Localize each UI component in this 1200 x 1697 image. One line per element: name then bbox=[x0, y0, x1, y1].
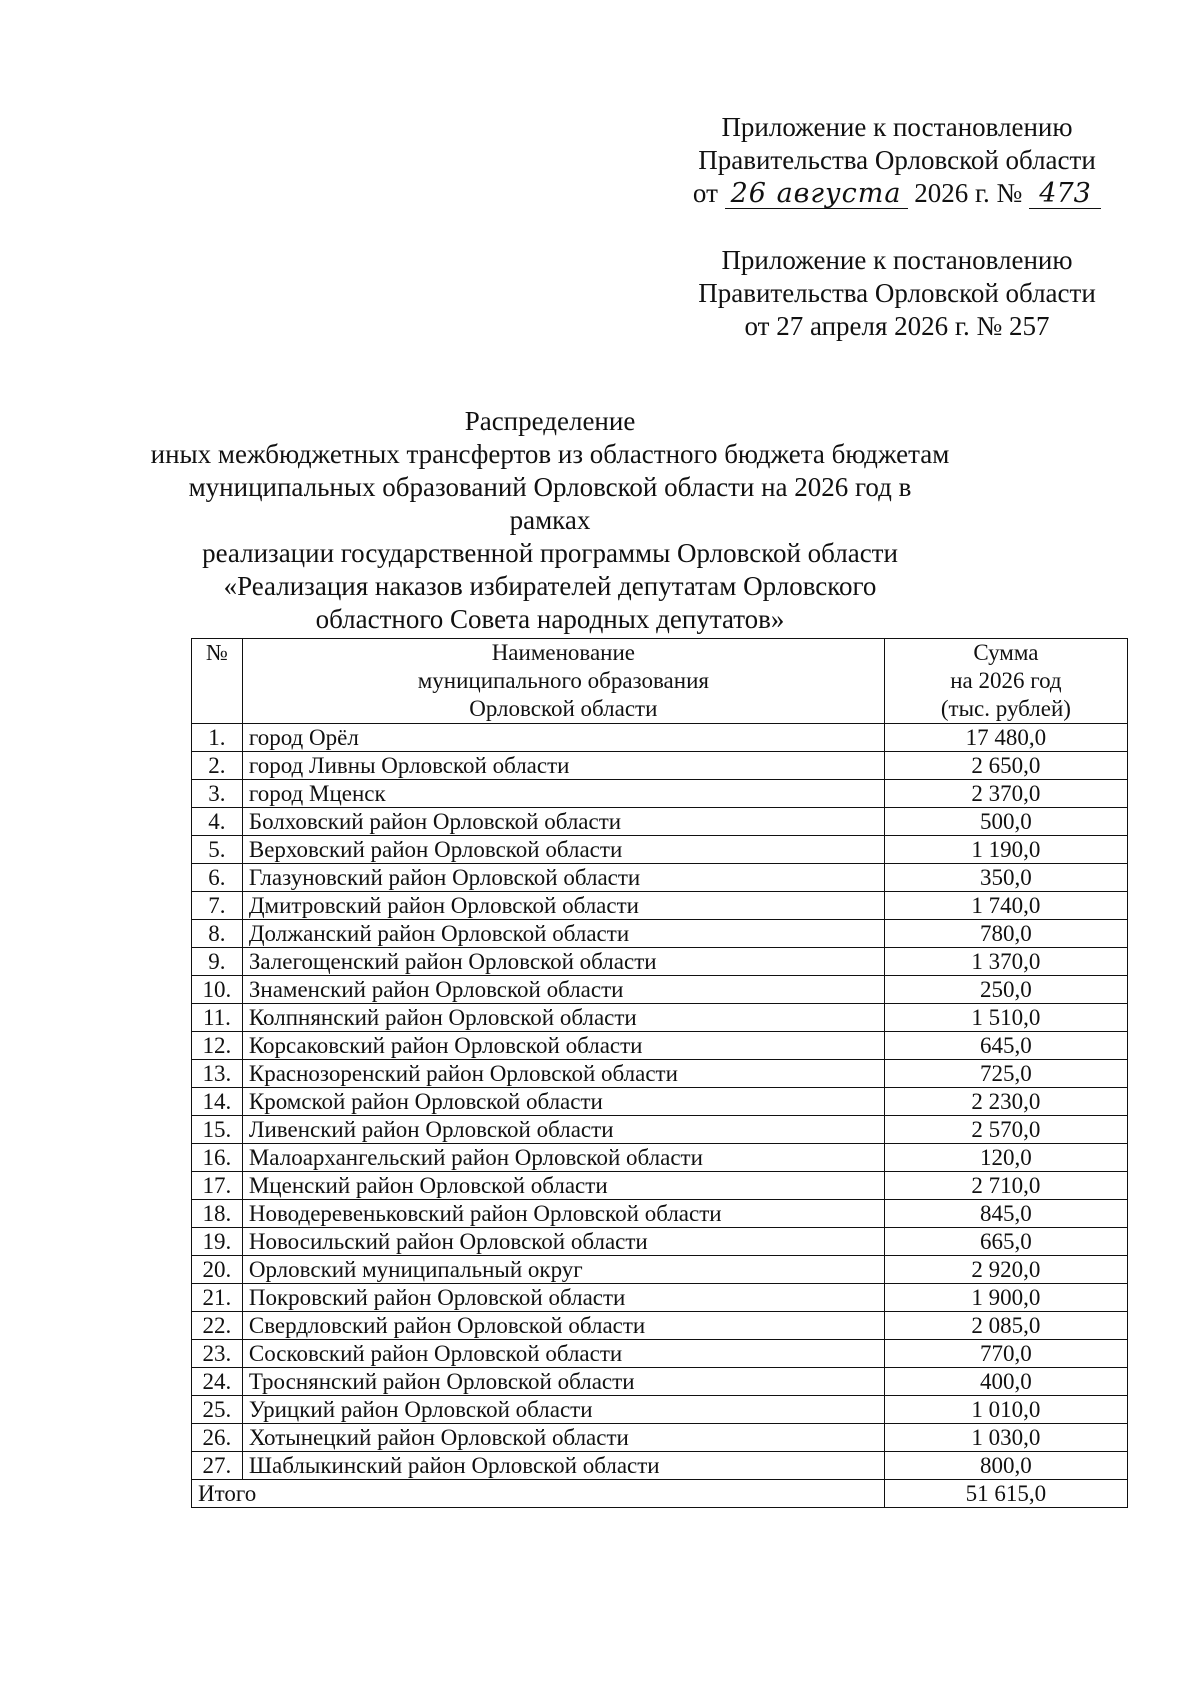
row-sum: 2 570,0 bbox=[884, 1116, 1127, 1144]
row-sum: 400,0 bbox=[884, 1368, 1127, 1396]
row-sum: 500,0 bbox=[884, 808, 1127, 836]
appendix-new-date-line bbox=[687, 177, 1107, 210]
row-name: Орловский муниципальный округ bbox=[242, 1256, 884, 1284]
row-name: Верховский район Орловской области bbox=[242, 836, 884, 864]
row-sum: 725,0 bbox=[884, 1060, 1127, 1088]
appendix-new-line2: Правительства Орловской области bbox=[698, 145, 1096, 175]
table-row bbox=[192, 1340, 1128, 1368]
row-sum: 1 900,0 bbox=[884, 1284, 1127, 1312]
row-num: 8. bbox=[192, 920, 243, 948]
table-header-row bbox=[192, 639, 1128, 724]
row-sum: 845,0 bbox=[884, 1200, 1127, 1228]
table-row bbox=[192, 892, 1128, 920]
total-label: Итого bbox=[192, 1480, 885, 1508]
title-line4: реализации государственной программы Орловской области bbox=[202, 538, 898, 568]
title-line5: «Реализация наказов избирателей депутатам Орловского bbox=[223, 571, 877, 601]
row-num: 6. bbox=[192, 864, 243, 892]
header-sum-line2: на 2026 год bbox=[950, 668, 1062, 693]
table-row bbox=[192, 1172, 1128, 1200]
row-num: 24. bbox=[192, 1368, 243, 1396]
row-num: 2. bbox=[192, 752, 243, 780]
table-row bbox=[192, 1396, 1128, 1424]
table-row bbox=[192, 1228, 1128, 1256]
table-total-row bbox=[192, 1480, 1128, 1508]
table-row bbox=[192, 948, 1128, 976]
row-num: 13. bbox=[192, 1060, 243, 1088]
table-row bbox=[192, 864, 1128, 892]
row-num: 3. bbox=[192, 780, 243, 808]
header-name-line3: Орловской области bbox=[469, 696, 658, 721]
handwritten-date: 26 августа bbox=[725, 180, 908, 209]
table-row bbox=[192, 752, 1128, 780]
row-num: 4. bbox=[192, 808, 243, 836]
row-sum: 2 920,0 bbox=[884, 1256, 1127, 1284]
row-sum: 1 190,0 bbox=[884, 836, 1127, 864]
row-sum: 350,0 bbox=[884, 864, 1127, 892]
row-num: 16. bbox=[192, 1144, 243, 1172]
row-sum: 1 740,0 bbox=[884, 892, 1127, 920]
row-name: Сосковский район Орловской области bbox=[242, 1340, 884, 1368]
appendix-header-new bbox=[687, 111, 1107, 210]
row-name: Покровский район Орловской области bbox=[242, 1284, 884, 1312]
row-num: 11. bbox=[192, 1004, 243, 1032]
header-num-label: № bbox=[205, 640, 228, 665]
table-row bbox=[192, 1032, 1128, 1060]
row-sum: 2 650,0 bbox=[884, 752, 1127, 780]
document-title bbox=[150, 405, 950, 636]
header-name-line2: муниципального образования bbox=[417, 668, 709, 693]
row-name: Новодеревеньковский район Орловской области bbox=[242, 1200, 884, 1228]
row-sum: 665,0 bbox=[884, 1228, 1127, 1256]
row-name: Корсаковский район Орловской области bbox=[242, 1032, 884, 1060]
table-row bbox=[192, 1116, 1128, 1144]
row-name: город Мценск bbox=[242, 780, 884, 808]
row-name: Знаменский район Орловской области bbox=[242, 976, 884, 1004]
table-row bbox=[192, 1452, 1128, 1480]
row-num: 15. bbox=[192, 1116, 243, 1144]
appendix-new-prefix: от bbox=[692, 178, 718, 208]
row-sum: 120,0 bbox=[884, 1144, 1127, 1172]
row-name: Хотынецкий район Орловской области bbox=[242, 1424, 884, 1452]
table-row bbox=[192, 1312, 1128, 1340]
appendix-old-line2: Правительства Орловской области bbox=[698, 278, 1096, 308]
row-num: 17. bbox=[192, 1172, 243, 1200]
row-num: 18. bbox=[192, 1200, 243, 1228]
row-sum: 250,0 bbox=[884, 976, 1127, 1004]
header-sum bbox=[884, 639, 1127, 724]
row-sum: 770,0 bbox=[884, 1340, 1127, 1368]
row-num: 22. bbox=[192, 1312, 243, 1340]
title-line2: иных межбюджетных трансфертов из областного бюджета бюджетам bbox=[150, 439, 950, 469]
row-num: 21. bbox=[192, 1284, 243, 1312]
header-sum-line1: Сумма bbox=[973, 640, 1039, 665]
row-num: 25. bbox=[192, 1396, 243, 1424]
row-num: 5. bbox=[192, 836, 243, 864]
row-name: Новосильский район Орловской области bbox=[242, 1228, 884, 1256]
table-row bbox=[192, 836, 1128, 864]
table-row bbox=[192, 780, 1128, 808]
table-body bbox=[192, 724, 1128, 1508]
row-num: 26. bbox=[192, 1424, 243, 1452]
handwritten-number: 473 bbox=[1029, 180, 1101, 209]
header-name bbox=[242, 639, 884, 724]
row-name: Урицкий район Орловской области bbox=[242, 1396, 884, 1424]
row-num: 19. bbox=[192, 1228, 243, 1256]
row-name: Шаблыкинский район Орловской области bbox=[242, 1452, 884, 1480]
table-row bbox=[192, 1284, 1128, 1312]
row-num: 7. bbox=[192, 892, 243, 920]
row-name: город Ливны Орловской области bbox=[242, 752, 884, 780]
row-num: 1. bbox=[192, 724, 243, 752]
row-sum: 2 085,0 bbox=[884, 1312, 1127, 1340]
table-row bbox=[192, 1060, 1128, 1088]
row-name: Глазуновский район Орловской области bbox=[242, 864, 884, 892]
table-row bbox=[192, 1200, 1128, 1228]
row-name: город Орёл bbox=[242, 724, 884, 752]
row-name: Малоархангельский район Орловской области bbox=[242, 1144, 884, 1172]
appendix-new-year: 2026 г. № bbox=[914, 178, 1023, 208]
row-name: Залегощенский район Орловской области bbox=[242, 948, 884, 976]
appendix-header-old bbox=[687, 244, 1107, 343]
header-num bbox=[192, 639, 243, 724]
table-row bbox=[192, 1088, 1128, 1116]
row-sum: 17 480,0 bbox=[884, 724, 1127, 752]
row-name: Троснянский район Орловской области bbox=[242, 1368, 884, 1396]
appendix-old-line3: от 27 апреля 2026 г. № 257 bbox=[744, 311, 1050, 341]
total-sum: 51 615,0 bbox=[884, 1480, 1127, 1508]
row-num: 20. bbox=[192, 1256, 243, 1284]
table-row bbox=[192, 1424, 1128, 1452]
row-sum: 2 370,0 bbox=[884, 780, 1127, 808]
header-sum-line3: (тыс. рублей) bbox=[940, 696, 1071, 721]
row-name: Болховский район Орловской области bbox=[242, 808, 884, 836]
table-row bbox=[192, 1144, 1128, 1172]
row-sum: 645,0 bbox=[884, 1032, 1127, 1060]
row-num: 23. bbox=[192, 1340, 243, 1368]
table-row bbox=[192, 920, 1128, 948]
appendix-old-line1: Приложение к постановлению bbox=[721, 245, 1073, 275]
row-sum: 780,0 bbox=[884, 920, 1127, 948]
row-name: Ливенский район Орловской области bbox=[242, 1116, 884, 1144]
row-name: Краснозоренский район Орловской области bbox=[242, 1060, 884, 1088]
row-sum: 1 010,0 bbox=[884, 1396, 1127, 1424]
row-sum: 1 510,0 bbox=[884, 1004, 1127, 1032]
row-sum: 2 710,0 bbox=[884, 1172, 1127, 1200]
row-sum: 1 030,0 bbox=[884, 1424, 1127, 1452]
row-name: Дмитровский район Орловской области bbox=[242, 892, 884, 920]
table-row bbox=[192, 1004, 1128, 1032]
row-name: Кромской район Орловской области bbox=[242, 1088, 884, 1116]
table-row bbox=[192, 1368, 1128, 1396]
table-row bbox=[192, 808, 1128, 836]
table-row bbox=[192, 724, 1128, 752]
title-line3: муниципальных образований Орловской области на 2026 год в рамках bbox=[188, 472, 912, 535]
row-num: 12. bbox=[192, 1032, 243, 1060]
row-sum: 2 230,0 bbox=[884, 1088, 1127, 1116]
row-num: 27. bbox=[192, 1452, 243, 1480]
title-line1: Распределение bbox=[464, 406, 636, 436]
row-num: 9. bbox=[192, 948, 243, 976]
distribution-table bbox=[191, 638, 1128, 1508]
row-name: Колпнянский район Орловской области bbox=[242, 1004, 884, 1032]
table-row bbox=[192, 1256, 1128, 1284]
row-num: 10. bbox=[192, 976, 243, 1004]
row-name: Должанский район Орловской области bbox=[242, 920, 884, 948]
row-sum: 1 370,0 bbox=[884, 948, 1127, 976]
appendix-new-line1: Приложение к постановлению bbox=[721, 112, 1073, 142]
row-name: Свердловский район Орловской области bbox=[242, 1312, 884, 1340]
table-row bbox=[192, 976, 1128, 1004]
row-sum: 800,0 bbox=[884, 1452, 1127, 1480]
row-num: 14. bbox=[192, 1088, 243, 1116]
row-name: Мценский район Орловской области bbox=[242, 1172, 884, 1200]
header-name-line1: Наименование bbox=[491, 640, 635, 665]
title-line6: областного Совета народных депутатов» bbox=[315, 604, 785, 634]
